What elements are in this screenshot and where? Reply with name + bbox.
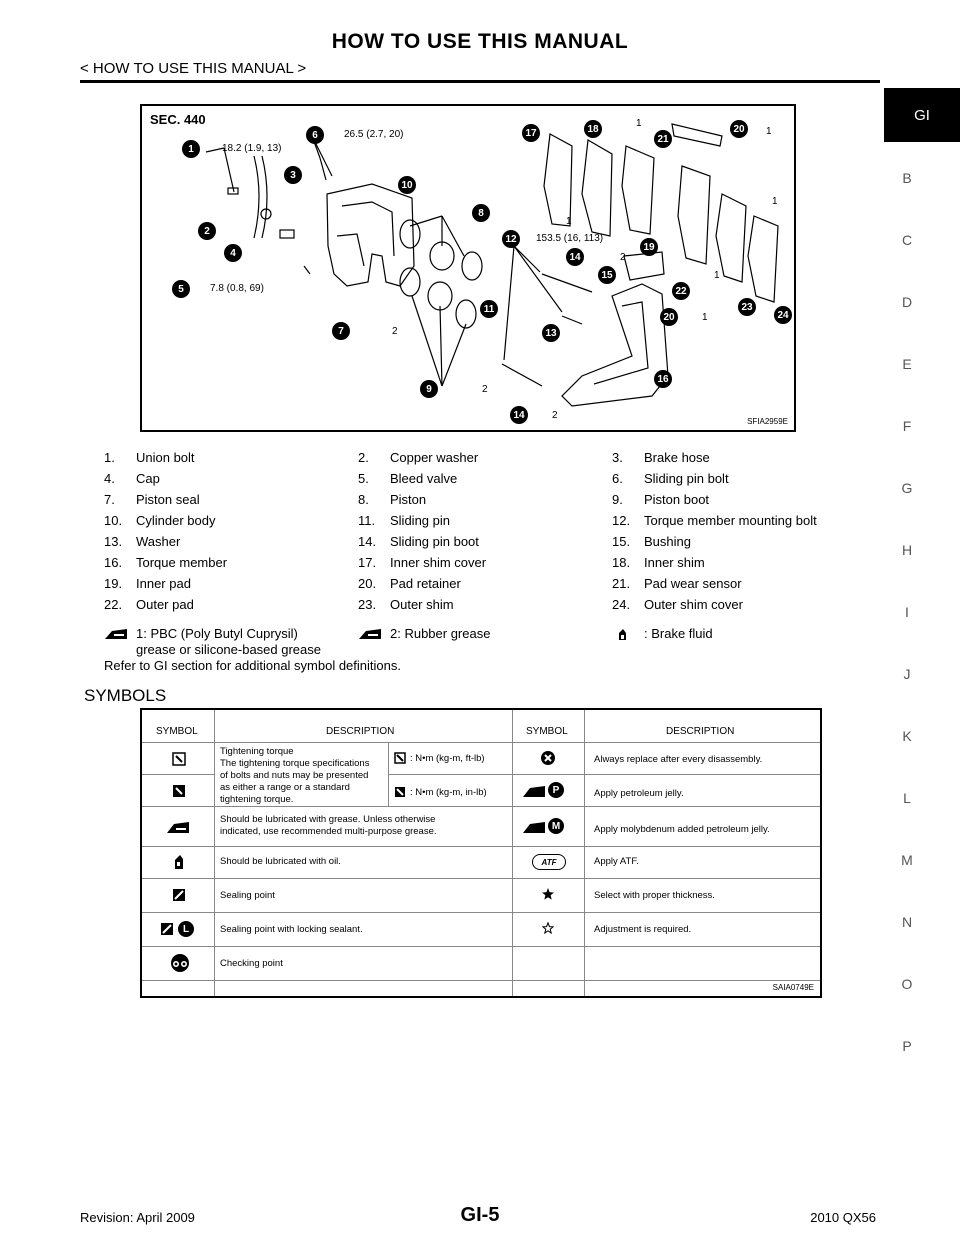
section-index-letter[interactable]: M xyxy=(901,852,913,868)
part-number: 7. xyxy=(104,492,115,507)
column-header-symbol: SYMBOL xyxy=(156,726,198,737)
callout-12: 12 xyxy=(502,230,520,248)
page-subtitle: < HOW TO USE THIS MANUAL > xyxy=(80,60,307,77)
filled-star-icon xyxy=(542,888,554,900)
revision-date: Revision: April 2009 xyxy=(80,1210,195,1225)
sealing-point-icon xyxy=(172,888,186,902)
part-name: Inner shim xyxy=(644,555,705,570)
torque-wrench-small-icon xyxy=(172,784,186,798)
callout-5: 5 xyxy=(172,280,190,298)
part-number: 20. xyxy=(358,576,377,591)
part-name: Sliding pin xyxy=(390,513,450,528)
section-index-letter[interactable]: O xyxy=(901,976,913,992)
callout-11: 11 xyxy=(480,300,498,318)
grease-mark-label: 2 xyxy=(552,410,558,421)
column-header-symbol: SYMBOL xyxy=(526,726,568,737)
grease-icon xyxy=(522,820,546,834)
torque-value: 26.5 (2.7, 20) xyxy=(344,129,404,140)
exploded-view-drawing xyxy=(142,106,794,430)
reference-note: Refer to GI section for additional symbol definitions. xyxy=(104,658,401,673)
part-name: Sliding pin boot xyxy=(390,534,479,549)
callout-2: 2 xyxy=(198,222,216,240)
sealing-point-icon xyxy=(160,922,174,936)
callout-3: 3 xyxy=(284,166,302,184)
part-number: 10. xyxy=(104,513,123,528)
part-number: 3. xyxy=(612,450,623,465)
part-name: Outer shim cover xyxy=(644,597,743,612)
legend-text: : Brake fluid xyxy=(644,626,713,641)
table-divider xyxy=(142,806,820,807)
grease-icon xyxy=(166,820,190,834)
section-index-letter[interactable]: C xyxy=(901,232,913,248)
legend-text: 2: Rubber grease xyxy=(390,626,491,641)
section-heading-symbols: SYMBOLS xyxy=(84,686,167,705)
part-number: 23. xyxy=(358,597,377,612)
parts-row xyxy=(104,555,864,575)
grease-mark-label: 1 xyxy=(714,270,720,281)
petroleum-description: Apply petroleum jelly. xyxy=(594,788,684,799)
part-name: Outer pad xyxy=(136,597,194,612)
callout-16: 16 xyxy=(654,370,672,388)
part-number: 2. xyxy=(358,450,369,465)
part-name: Cap xyxy=(136,471,160,486)
table-divider xyxy=(214,710,215,996)
callout-20: 20 xyxy=(660,308,678,326)
legend-grease-2 xyxy=(358,626,598,642)
torque-description: Tightening torque The tightening torque specifications of bolts and nuts may be presented as either a range or a standard tightening torque. xyxy=(220,746,370,805)
table-divider xyxy=(584,710,585,996)
part-name: Pad retainer xyxy=(390,576,461,591)
callout-6: 6 xyxy=(306,126,324,144)
legend-text: 1: PBC (Poly Butyl Cuprysil) grease or silicone-based grease xyxy=(136,626,321,657)
atf-description: Apply ATF. xyxy=(594,856,639,867)
part-name: Piston boot xyxy=(644,492,710,507)
part-number: 14. xyxy=(358,534,377,549)
grease-mark-label: 2 xyxy=(620,252,626,263)
table-divider xyxy=(142,946,820,947)
section-index-letter[interactable]: B xyxy=(902,170,912,186)
table-divider xyxy=(388,774,820,775)
callout-7: 7 xyxy=(332,322,350,340)
grease-mark-label: 1 xyxy=(766,126,772,137)
part-number: 19. xyxy=(104,576,123,591)
molybdenum-icon: M xyxy=(548,818,564,834)
torque-unit-ft-lb: : N•m (kg-m, ft-lb) xyxy=(410,753,485,764)
callout-10: 10 xyxy=(398,176,416,194)
part-number: 16. xyxy=(104,555,123,570)
molybdenum-description: Apply molybdenum added petroleum jelly. xyxy=(594,824,770,835)
brake-caliper-exploded-view xyxy=(140,104,796,432)
part-name: Copper washer xyxy=(390,450,479,465)
callout-23: 23 xyxy=(738,298,756,316)
part-name: Torque member mounting bolt xyxy=(644,513,817,528)
callout-17: 17 xyxy=(522,124,540,142)
part-name: Cylinder body xyxy=(136,513,216,528)
section-tab-gi[interactable]: GI xyxy=(884,88,960,142)
callout-14: 14 xyxy=(566,248,584,266)
legend-grease-1 xyxy=(104,626,344,658)
parts-row xyxy=(104,513,864,533)
column-header-description: DESCRIPTION xyxy=(666,726,735,737)
figure-section-label: SEC. 440 xyxy=(150,112,206,127)
checking-description: Checking point xyxy=(220,958,283,969)
section-index-letter[interactable]: I xyxy=(905,604,909,620)
parts-row xyxy=(104,450,864,470)
table-divider xyxy=(142,878,820,879)
torque-wrench-icon xyxy=(394,752,406,764)
locking-sealant-icon: L xyxy=(178,921,194,937)
symbols-table xyxy=(140,708,822,998)
oil-can-icon xyxy=(172,854,186,870)
callout-22: 22 xyxy=(672,282,690,300)
callout-1: 1 xyxy=(182,140,200,158)
callout-24: 24 xyxy=(774,306,792,324)
part-name: Piston seal xyxy=(136,492,200,507)
page-title: HOW TO USE THIS MANUAL xyxy=(331,30,629,53)
callout-15: 15 xyxy=(598,266,616,284)
part-name: Union bolt xyxy=(136,450,195,465)
table-code: SAIA0749E xyxy=(772,983,814,992)
section-index-letter[interactable]: K xyxy=(902,728,912,744)
replace-description: Always replace after every disassembly. xyxy=(594,754,763,765)
section-index-letter[interactable]: N xyxy=(901,914,913,930)
part-number: 5. xyxy=(358,471,369,486)
part-name: Bleed valve xyxy=(390,471,458,486)
figure-code: SFIA2959E xyxy=(747,417,788,426)
section-index-letter[interactable]: H xyxy=(901,542,913,558)
part-number: 21. xyxy=(612,576,631,591)
callout-4: 4 xyxy=(224,244,242,262)
callout-19: 19 xyxy=(640,238,658,256)
torque-value: 7.8 (0.8, 69) xyxy=(210,283,264,294)
callout-13: 13 xyxy=(542,324,560,342)
part-number: 18. xyxy=(612,555,631,570)
grease-mark-label: 2 xyxy=(482,384,488,395)
part-name: Pad wear sensor xyxy=(644,576,742,591)
torque-unit-in-lb: : N•m (kg-m, in-lb) xyxy=(410,787,487,798)
oil-description: Should be lubricated with oil. xyxy=(220,856,341,867)
parts-row xyxy=(104,576,864,596)
part-number: 12. xyxy=(612,513,631,528)
part-number: 22. xyxy=(104,597,123,612)
part-name: Inner pad xyxy=(136,576,191,591)
grease-mark-label: 1 xyxy=(702,312,708,323)
table-divider xyxy=(512,710,513,996)
section-index-letter[interactable]: D xyxy=(901,294,913,310)
grease-mark-label: 2 xyxy=(392,326,398,337)
part-number: 1. xyxy=(104,450,115,465)
parts-row xyxy=(104,492,864,512)
part-name: Inner shim cover xyxy=(390,555,487,570)
part-number: 6. xyxy=(612,471,623,486)
outline-star-icon xyxy=(542,922,554,934)
atf-icon: ATF xyxy=(532,854,566,870)
replace-icon xyxy=(540,750,556,766)
brake-fluid-icon xyxy=(612,628,636,640)
thickness-description: Select with proper thickness. xyxy=(594,890,715,901)
legend-brake-fluid xyxy=(612,626,852,642)
table-divider xyxy=(142,980,820,981)
table-divider xyxy=(142,846,820,847)
torque-value: 18.2 (1.9, 13) xyxy=(222,143,282,154)
sealing-description: Sealing point xyxy=(220,890,275,901)
vehicle-model: 2010 QX56 xyxy=(810,1210,876,1225)
part-name: Piston xyxy=(390,492,427,507)
part-number: 11. xyxy=(358,513,376,528)
petroleum-jelly-icon: P xyxy=(548,782,564,798)
parts-row xyxy=(104,534,864,554)
callout-20: 20 xyxy=(730,120,748,138)
torque-wrench-small-icon xyxy=(394,786,406,798)
table-divider xyxy=(142,742,820,743)
grease-icon xyxy=(522,784,546,798)
locking-description: Sealing point with locking sealant. xyxy=(220,924,363,935)
callout-18: 18 xyxy=(584,120,602,138)
section-index-letter[interactable]: L xyxy=(903,790,911,806)
part-number: 17. xyxy=(358,555,377,570)
grease-mark-label: 1 xyxy=(566,216,572,227)
part-name: Brake hose xyxy=(644,450,710,465)
column-header-description: DESCRIPTION xyxy=(326,726,395,737)
table-divider xyxy=(142,774,214,775)
grease-mark-label: 1 xyxy=(772,196,778,207)
part-number: 9. xyxy=(612,492,623,507)
torque-value: 153.5 (16, 113) xyxy=(536,233,604,244)
callout-14: 14 xyxy=(510,406,528,424)
grease-icon xyxy=(358,628,382,640)
checking-point-icon xyxy=(170,954,190,972)
header-rule xyxy=(80,80,880,83)
grease-mark-label: 1 xyxy=(636,118,642,129)
part-name: Bushing xyxy=(644,534,691,549)
callout-21: 21 xyxy=(654,130,672,148)
part-number: 8. xyxy=(358,492,369,507)
page-number: GI-5 xyxy=(460,1204,500,1226)
part-name: Sliding pin bolt xyxy=(644,471,729,486)
section-index-letter[interactable]: F xyxy=(902,418,912,434)
section-index-letter[interactable]: E xyxy=(902,356,912,372)
grease-description: Should be lubricated with grease. Unless otherwise indicated, use recommended multi-purpose grease. xyxy=(220,814,437,837)
parts-row xyxy=(104,597,864,617)
grease-icon xyxy=(104,628,128,640)
section-index-letter[interactable]: P xyxy=(902,1038,912,1054)
part-number: 15. xyxy=(612,534,631,549)
cylinder-body-shape xyxy=(327,184,414,286)
section-index-letter[interactable]: J xyxy=(903,666,911,682)
adjustment-description: Adjustment is required. xyxy=(594,924,692,935)
part-name: Outer shim xyxy=(390,597,454,612)
torque-wrench-icon xyxy=(172,752,186,766)
callout-9: 9 xyxy=(420,380,438,398)
part-number: 13. xyxy=(104,534,123,549)
section-index-letter[interactable]: G xyxy=(901,480,913,496)
part-number: 4. xyxy=(104,471,115,486)
part-name: Washer xyxy=(136,534,181,549)
part-number: 24. xyxy=(612,597,631,612)
callout-8: 8 xyxy=(472,204,490,222)
table-divider xyxy=(142,912,820,913)
parts-row xyxy=(104,471,864,491)
part-name: Torque member xyxy=(136,555,228,570)
